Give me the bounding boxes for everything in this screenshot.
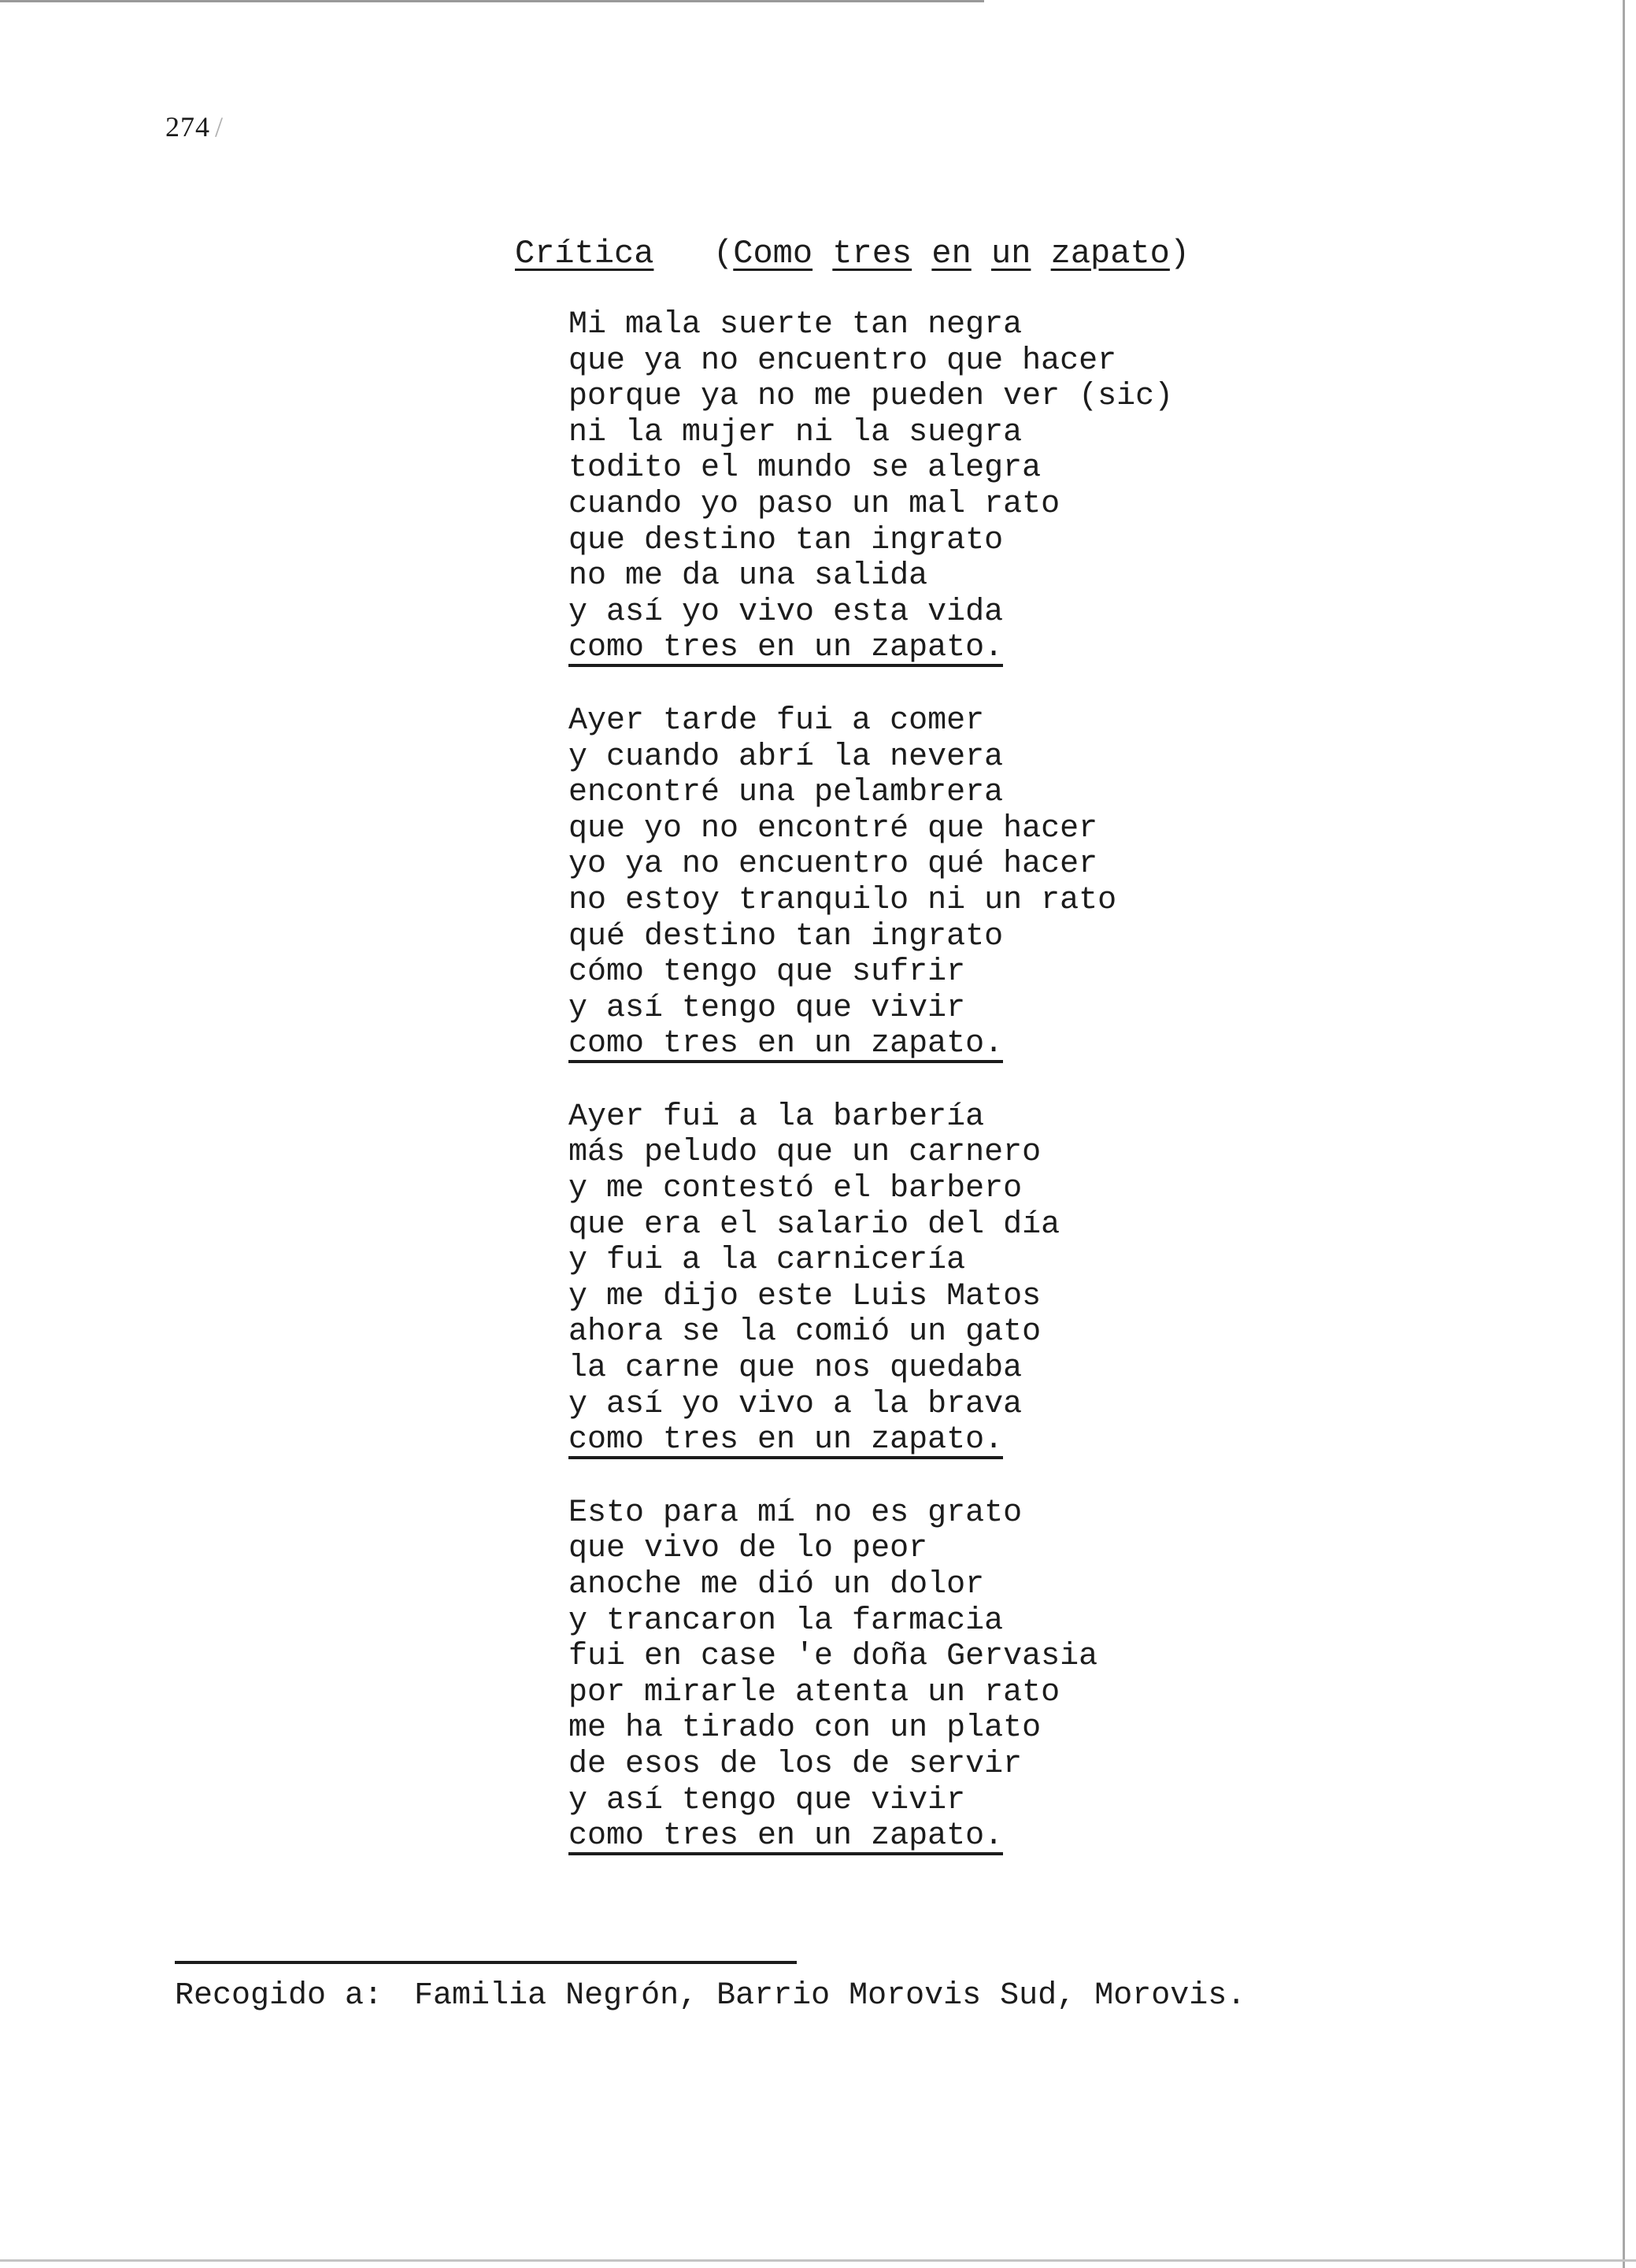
verse-line: todito el mundo se alegra (568, 450, 1042, 487)
stanza-4 (568, 1495, 1173, 1855)
verse-line: Esto para mí no es grato (568, 1495, 1023, 1531)
verse-line: qué destino tan ingrato (568, 918, 1004, 954)
verse-line: que vivo de lo peor (568, 1531, 928, 1567)
collection-label: Recogido a: (175, 1978, 383, 2014)
verse-line: que destino tan ingrato (568, 522, 1004, 558)
scan-bottom-edge (0, 2259, 1636, 2262)
refrain-line: como tres en un zapato. (568, 1026, 1004, 1062)
verse-line: y así yo vivo a la brava (568, 1386, 1023, 1422)
stanza-1 (568, 307, 1173, 667)
refrain-line: como tres en un zapato. (568, 630, 1004, 666)
verse-line: por mirarle atenta un rato (568, 1674, 1060, 1710)
verse-line: ni la mujer ni la suegra (568, 414, 1023, 450)
verse-line: y me contestó el barbero (568, 1171, 1023, 1207)
verse-line: encontré una pelambrera (568, 775, 1004, 811)
verse-line: y trancaron la farmacia (568, 1603, 1004, 1639)
title-word: Como (733, 235, 813, 272)
refrain-line: como tres en un zapato. (568, 1422, 1004, 1458)
verse-line: yo ya no encuentro qué hacer (568, 847, 1098, 883)
title-label: Crítica (515, 235, 654, 272)
footer-divider (175, 1961, 797, 1964)
collection-source: Familia Negrón, Barrio Morovis Sud, Morovis. (414, 1978, 1246, 2014)
verse-line: de esos de los de servir (568, 1746, 1023, 1782)
title-word: un (991, 235, 1031, 272)
verse-line: más peludo que un carnero (568, 1135, 1042, 1171)
verse-line: ahora se la comió un gato (568, 1314, 1042, 1351)
verse-line: que yo no encontré que hacer (568, 810, 1098, 847)
verse-line: y cuando abrí la nevera (568, 739, 1004, 775)
verse-line: la carne que nos quedaba (568, 1351, 1023, 1387)
collection-note (175, 1978, 1246, 2014)
scan-right-edge (1623, 0, 1625, 2268)
scan-top-edge (0, 0, 984, 2)
verse-line: que era el salario del día (568, 1206, 1060, 1243)
title-word: zapato (1050, 235, 1170, 272)
page-number (165, 110, 224, 143)
verse-line: y así tengo que vivir (568, 990, 966, 1026)
verse-line: no me da una salida (568, 558, 928, 595)
refrain-line: como tres en un zapato. (568, 1818, 1004, 1855)
page-number-value: 274 (165, 111, 210, 143)
verse-line: no estoy tranquilo ni un rato (568, 882, 1117, 918)
verse-line: y así yo vivo esta vida (568, 594, 1004, 630)
title-word: en (931, 235, 972, 272)
verse-line: fui en case 'e doña Gervasia (568, 1639, 1098, 1675)
verse-line: que ya no encuentro que hacer (568, 343, 1117, 379)
verse-line: y fui a la carnicería (568, 1243, 966, 1279)
poem-body (568, 307, 1173, 1892)
poem-title: Crítica (Como tres en un zapato) (515, 235, 1190, 272)
verse-line: anoche me dió un dolor (568, 1567, 985, 1603)
verse-line: Ayer fui a la barbería (568, 1099, 985, 1135)
title-word: tres (832, 235, 912, 272)
verse-line: porque ya no me pueden ver (sic) (568, 379, 1174, 415)
verse-line: Ayer tarde fui a comer (568, 702, 985, 739)
stanza-2 (568, 703, 1173, 1063)
verse-line: me ha tirado con un plato (568, 1710, 1042, 1747)
verse-line: Mi mala suerte tan negra (568, 307, 1023, 343)
verse-line: y me dijo este Luis Matos (568, 1278, 1042, 1314)
verse-line: cómo tengo que sufrir (568, 954, 966, 991)
verse-line: y así tengo que vivir (568, 1782, 966, 1818)
page-number-mark: / (215, 111, 224, 143)
stanza-3 (568, 1099, 1173, 1459)
verse-line: cuando yo paso un mal rato (568, 486, 1060, 522)
